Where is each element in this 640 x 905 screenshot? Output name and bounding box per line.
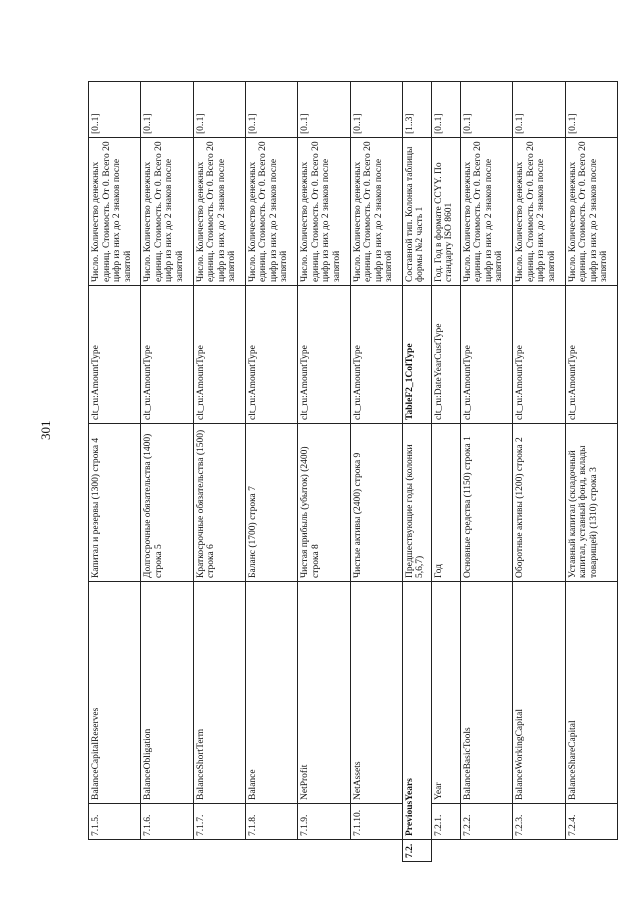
element-description: Капитал и резервы (1300) строка 4 (89, 424, 141, 582)
element-description: Оборотные активы (1200) строка 2 (513, 424, 565, 582)
element-name: NetProfit (298, 582, 350, 804)
table-row (141, 82, 193, 862)
element-format: Число. Количество денежных единиц. Стоимость. От 0. Всего 20 цифр из них до 2 знаков после запятой (141, 138, 193, 286)
section-row (402, 82, 431, 862)
element-format: Число. Количество денежных единиц. Стоимость. От 0. Всего 20 цифр из них до 2 знаков после запятой (298, 138, 350, 286)
table-row (350, 82, 402, 862)
element-description: Основные средства (1150) строка 1 (460, 424, 512, 582)
element-occurrence: [0..1] (513, 82, 565, 138)
table-row (513, 82, 565, 862)
element-type: clt_ru:AmountType (460, 286, 512, 424)
element-format: Число. Количество денежных единиц. Стоимость. От 0. Всего 20 цифр из них до 2 знаков после запятой (350, 138, 402, 286)
element-occurrence: [0..1] (89, 82, 141, 138)
element-name: BalanceBasicTools (460, 582, 512, 804)
element-type: clt_ru:AmountType (513, 286, 565, 424)
indent-cell (513, 840, 565, 862)
schema-table (88, 81, 618, 862)
element-description: Уставный капитал (складочный капитал, уставный фонд, вклады товарищей) (1310) строка 3 (565, 424, 617, 582)
element-format: Число. Количество денежных единиц. Стоимость. От 0. Всего 20 цифр из них до 2 знаков после запятой (460, 138, 512, 286)
indent-cell (245, 840, 297, 862)
row-number: 7.2.4. (565, 804, 617, 840)
element-type: clt_ru:AmountType (89, 286, 141, 424)
indent-cell (89, 840, 141, 862)
section-description: Предшествующие годы (колонки 5,6,7) (402, 424, 431, 582)
indent-cell (141, 840, 193, 862)
element-name: BalanceObligation (141, 582, 193, 804)
indent-cell (431, 840, 460, 862)
element-format: Число. Количество денежных единиц. Стоимость. От 0. Всего 20 цифр из них до 2 знаков после запятой (565, 138, 617, 286)
indent-cell (193, 840, 245, 862)
element-occurrence: [0..1] (298, 82, 350, 138)
element-format: Число. Количество денежных единиц. Стоимость. От 0. Всего 20 цифр из них до 2 знаков после запятой (513, 138, 565, 286)
row-number: 7.1.5. (89, 804, 141, 840)
section-number: 7.2. (402, 840, 431, 862)
table-row (245, 82, 297, 862)
rotated-page (88, 82, 618, 862)
element-name: BalanceShareCapital (565, 582, 617, 804)
element-type: clt_ru:AmountType (141, 286, 193, 424)
element-type: clt_ru:DateYearCustType (431, 286, 460, 424)
page-number: 301 (38, 420, 53, 440)
element-type: clt_ru:AmountType (245, 286, 297, 424)
table-row (565, 82, 617, 862)
row-number: 7.1.10. (350, 804, 402, 840)
element-format: Число. Количество денежных единиц. Стоимость. От 0. Всего 20 цифр из них до 2 знаков после запятой (89, 138, 141, 286)
indent-cell (565, 840, 617, 862)
indent-cell (350, 840, 402, 862)
section-occurrence: [1..3] (402, 82, 431, 138)
indent-cell (298, 840, 350, 862)
element-type: clt_ru:AmountType (298, 286, 350, 424)
element-occurrence: [0..1] (245, 82, 297, 138)
row-number: 7.1.8. (245, 804, 297, 840)
table-row (460, 82, 512, 862)
row-number: 7.1.7. (193, 804, 245, 840)
element-format: Число. Количество денежных единиц. Стоимость. От 0. Всего 20 цифр из них до 2 знаков после запятой (193, 138, 245, 286)
element-occurrence: [0..1] (565, 82, 617, 138)
table-row (193, 82, 245, 862)
element-format: Число. Количество денежных единиц. Стоимость. От 0. Всего 20 цифр из них до 2 знаков после запятой (245, 138, 297, 286)
row-number: 7.1.9. (298, 804, 350, 840)
element-name: BalanceWorkingCapital (513, 582, 565, 804)
element-description: Краткосрочные обязательства (1500) строка 6 (193, 424, 245, 582)
element-occurrence: [0..1] (193, 82, 245, 138)
element-description: Баланс (1700) строка 7 (245, 424, 297, 582)
element-type: clt_ru:AmountType (350, 286, 402, 424)
section-type: TableF2_1ColType (402, 286, 431, 424)
element-description: Год (431, 424, 460, 582)
element-occurrence: [0..1] (431, 82, 460, 138)
element-description: Чистая прибыль (убыток) (2400) строка 8 (298, 424, 350, 582)
element-type: clt_ru:AmountType (193, 286, 245, 424)
row-number: 7.2.2. (460, 804, 512, 840)
element-format: Год. Год в формате CCYY. По стандарту ISO 8601 (431, 138, 460, 286)
row-number: 7.1.6. (141, 804, 193, 840)
row-number: 7.2.1. (431, 804, 460, 840)
element-type: clt_ru:AmountType (565, 286, 617, 424)
element-name: BalanceShortTerm (193, 582, 245, 804)
section-name: PreviousYears (402, 582, 431, 840)
element-name: Balance (245, 582, 297, 804)
table-row (298, 82, 350, 862)
element-description: Долгосрочные обязательства (1400) строка 5 (141, 424, 193, 582)
section-format: Составной тип. Колонка таблицы формы №2 часть 1 (402, 138, 431, 286)
row-number: 7.2.3. (513, 804, 565, 840)
element-occurrence: [0..1] (141, 82, 193, 138)
element-description: Чистые активы (2400) строка 9 (350, 424, 402, 582)
table-row (431, 82, 460, 862)
element-name: NetAssets (350, 582, 402, 804)
indent-cell (460, 840, 512, 862)
element-name: Year (431, 582, 460, 804)
element-name: BalanceCapitalReserves (89, 582, 141, 804)
element-occurrence: [0..1] (350, 82, 402, 138)
element-occurrence: [0..1] (460, 82, 512, 138)
table-row (89, 82, 141, 862)
